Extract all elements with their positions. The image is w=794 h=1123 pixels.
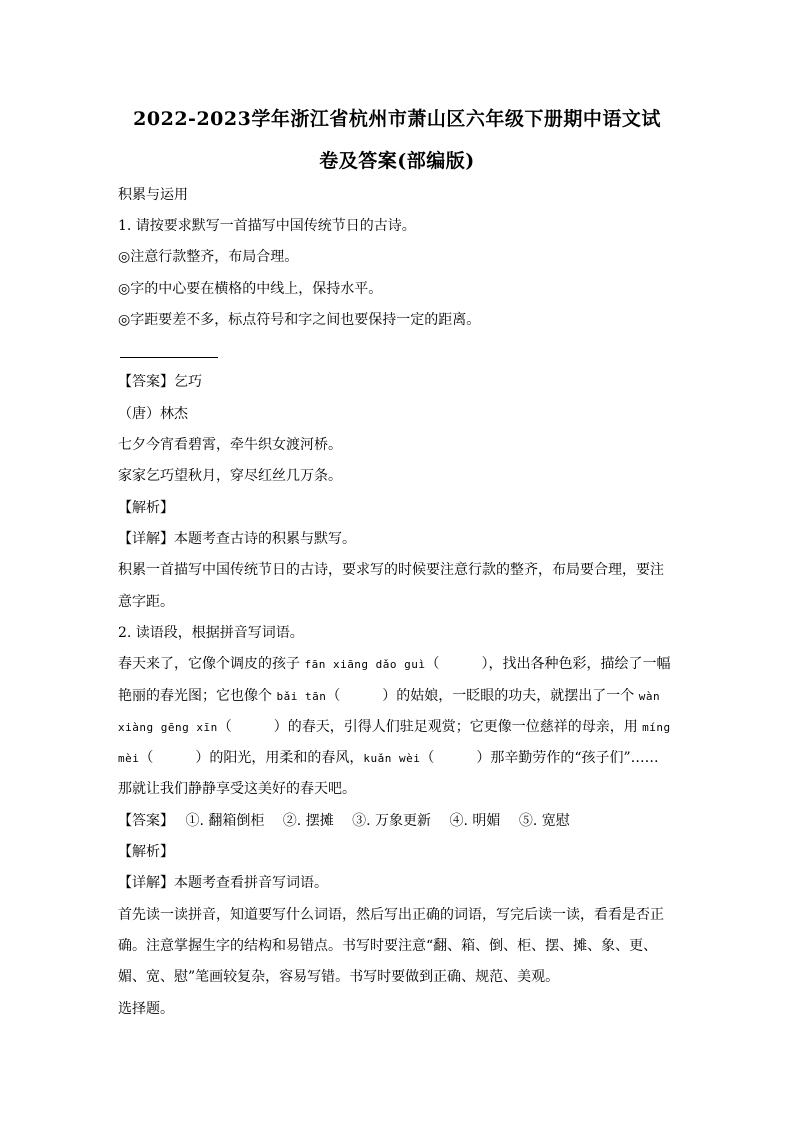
q1-analysis-label: 【解析】 bbox=[118, 500, 174, 516]
q2-passage-line-4 bbox=[118, 747, 678, 770]
q1-detail: 【详解】本题考查古诗的积累与默写。 bbox=[118, 531, 356, 547]
document-title-line-2: 卷及答案(部编版) bbox=[319, 150, 475, 172]
q1-answer: 【答案】乞巧 bbox=[118, 374, 202, 390]
q2-passage-text: 春天来了，它像个调皮的孩子 bbox=[118, 656, 305, 672]
pinyin-wan: wàn bbox=[638, 690, 661, 703]
q1-poem-line-1: 七夕今宵看碧霄，牵牛织女渡河桥。 bbox=[118, 437, 342, 453]
q2-answer: 【答案】 ①. 翻箱倒柜 ②. 摆摊 ③. 万象更新 ④. 明媚 ⑤. 宽慰 bbox=[118, 813, 570, 829]
pinyin-fan-xiang-dao-gui: fān xiāng dǎo guì bbox=[304, 658, 426, 671]
q2-passage-text: （ ）那辛勤劳作的“孩子们”…… bbox=[420, 750, 659, 766]
q2-explanation-3: 媚、宽、慰”笔画较复杂，容易写错。书写时要做到正确、规范、美观。 bbox=[118, 969, 560, 985]
q1-prompt: 1. 请按要求默写一首描写中国传统节日的古诗。 bbox=[118, 218, 416, 234]
q2-passage-line-5: 那就让我们静静享受这美好的春天吧。 bbox=[118, 781, 356, 797]
pinyin-bai-tan: bǎi tān bbox=[276, 690, 327, 703]
q1-requirement-2: ◎字的中心要在横格的中线上，保持水平。 bbox=[118, 281, 383, 297]
section-heading: 积累与运用 bbox=[118, 187, 188, 203]
q1-explanation-1: 积累一首描写中国传统节日的古诗，要求写的时候要注意行款的整齐，布局要合理，要注 bbox=[118, 562, 664, 578]
q2-explanation-1: 首先读一读拼音，知道要写什么词语，然后写出正确的词语，写完后读一读，看看是否正 bbox=[118, 907, 664, 923]
q1-poem-line-2: 家家乞巧望秋月，穿尽红丝几万条。 bbox=[118, 468, 342, 484]
q2-explanation-2: 确。注意掌握生字的结构和易错点。书写时要注意“翻、箱、倒、柜、摆、摊、象、更、 bbox=[118, 938, 658, 954]
q2-analysis-label: 【解析】 bbox=[118, 844, 174, 860]
q2-passage-text: 艳丽的春光图；它也像个 bbox=[118, 688, 277, 704]
q1-requirement-1: ◎注意行款整齐，布局合理。 bbox=[118, 249, 299, 265]
q1-explanation-2: 意字距。 bbox=[118, 594, 174, 610]
pinyin-kuan-wei: kuǎn wèi bbox=[363, 752, 421, 765]
q2-passage-text: （ ）的阳光，用柔和的春风， bbox=[139, 750, 364, 766]
q2-passage-text: （ ），找出各种色彩，描绘了一幅 bbox=[425, 656, 671, 672]
pinyin-mei: mèi bbox=[118, 752, 140, 765]
q2-passage-line-1 bbox=[118, 653, 678, 676]
q2-passage-line-2 bbox=[118, 685, 678, 708]
q2-passage-text: （ ）的春天，引得人们驻足观赏；它更像一位慈祥的母亲，用 bbox=[217, 719, 643, 735]
pinyin-ming: míng bbox=[642, 721, 671, 734]
q2-prompt: 2. 读语段，根据拼音写词语。 bbox=[118, 625, 304, 641]
q1-requirement-3: ◎字距要差不多，标点符号和字之间也要保持一定的距离。 bbox=[118, 312, 481, 328]
next-section-heading: 选择题。 bbox=[118, 1001, 174, 1017]
q2-detail: 【详解】本题考查看拼音写词语。 bbox=[118, 875, 328, 891]
q2-passage-line-3 bbox=[118, 716, 678, 739]
answer-blank-line bbox=[120, 357, 218, 358]
q1-poem-author: （唐）林杰 bbox=[118, 406, 188, 422]
q2-passage-text: （ ）的姑娘，一眨眼的功夫，就摆出了一个 bbox=[326, 688, 639, 704]
pinyin-xiang-geng-xin: xiàng gēng xīn bbox=[118, 721, 218, 734]
document-title-line-1: 2022-2023学年浙江省杭州市萧山区六年级下册期中语文试 bbox=[133, 108, 661, 130]
